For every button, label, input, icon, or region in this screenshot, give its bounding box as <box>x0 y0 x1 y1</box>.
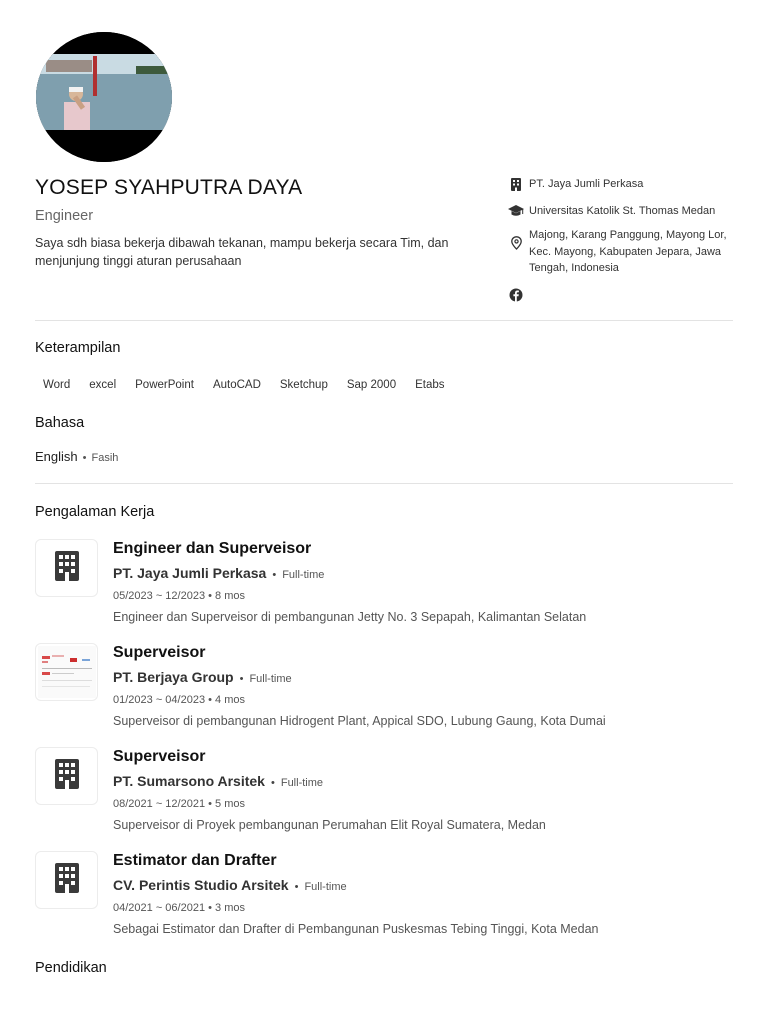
experience-item <box>35 643 735 739</box>
profile-name: YOSEP SYAHPUTRA DAYA <box>35 176 303 199</box>
building-icon <box>508 176 524 192</box>
job-title: Estimator dan Drafter <box>113 852 277 869</box>
job-dates: 05/2023 ~ 12/2023 • 8 mos <box>113 590 245 602</box>
experience-title: Pengalaman Kerja <box>35 504 155 520</box>
job-title: Engineer dan Superveisor <box>113 540 312 557</box>
job-description: Superveisor di pembangunan Hidrogent Plant, Appical SDO, Lubung Gaung, Kota Dumai <box>113 714 606 728</box>
job-type: Full-time <box>282 569 325 581</box>
job-company: PT. Sumarsono Arsitek <box>113 773 265 789</box>
skill-tag: Etabs <box>415 379 445 391</box>
job-dates: 01/2023 ~ 04/2023 • 4 mos <box>113 694 245 706</box>
job-dates: 08/2021 ~ 12/2021 • 5 mos <box>113 798 245 810</box>
job-description: Superveisor di Proyek pembangunan Perumahan Elit Royal Sumatera, Medan <box>113 818 546 832</box>
facebook-icon[interactable] <box>508 287 524 303</box>
language-separator: • <box>82 452 87 464</box>
building-icon <box>55 759 79 794</box>
company-logo <box>35 539 98 597</box>
job-separator: • <box>272 569 277 581</box>
skill-tag: AutoCAD <box>212 379 261 391</box>
skills-list <box>35 376 456 394</box>
contact-address <box>508 227 738 277</box>
job-company: CV. Perintis Studio Arsitek <box>113 877 289 893</box>
location-pin-icon <box>508 235 524 251</box>
job-company-line <box>113 877 347 893</box>
profile-avatar <box>36 32 172 162</box>
job-description: Sebagai Estimator dan Drafter di Pembangunan Puskesmas Tebing Tinggi, Kota Medan <box>113 922 599 936</box>
language-item <box>35 449 118 464</box>
divider <box>35 483 733 484</box>
job-type: Full-time <box>249 673 292 685</box>
job-company: PT. Jaya Jumli Perkasa <box>113 565 267 581</box>
job-company-line <box>113 773 323 789</box>
skill-tag: Sketchup <box>279 379 328 391</box>
graduation-cap-icon <box>508 203 524 219</box>
language-name: English <box>35 449 78 464</box>
job-separator: • <box>270 777 275 789</box>
skill-tag: PowerPoint <box>135 379 194 391</box>
job-dates: 04/2021 ~ 06/2021 • 3 mos <box>113 902 245 914</box>
job-type: Full-time <box>280 777 324 789</box>
company-logo-image <box>38 646 96 698</box>
contact-social <box>508 287 738 303</box>
contact-address-text: Majong, Karang Panggung, Mayong Lor, Kec. Mayong, Kabupaten Jepara, Jawa Tengah, Indonesia <box>529 229 727 274</box>
job-type: Full-time <box>304 881 347 893</box>
company-logo <box>35 643 98 701</box>
job-description: Engineer dan Superveisor di pembangunan Jetty No. 3 Sepapah, Kalimantan Selatan <box>113 610 587 624</box>
contact-school <box>508 203 738 220</box>
job-company-line <box>113 565 324 581</box>
skill-tag: excel <box>89 379 117 391</box>
divider <box>35 320 733 321</box>
skills-title: Keterampilan <box>35 340 121 356</box>
language-level: Fasih <box>91 452 119 464</box>
skill-tag: Word <box>43 379 71 391</box>
experience-item <box>35 539 735 635</box>
job-separator: • <box>294 881 299 893</box>
languages-title: Bahasa <box>35 415 85 431</box>
contact-school-text: Universitas Katolik St. Thomas Medan <box>529 204 716 217</box>
contact-company <box>508 176 738 193</box>
experience-item <box>35 851 735 947</box>
experience-item <box>35 747 735 843</box>
contact-company-text: PT. Jaya Jumli Perkasa <box>529 178 644 190</box>
job-company-line <box>113 669 292 685</box>
job-company: PT. Berjaya Group <box>113 669 234 685</box>
company-logo <box>35 747 98 805</box>
job-title: Superveisor <box>113 644 206 661</box>
building-icon <box>55 863 79 898</box>
skill-tag: Sap 2000 <box>346 379 397 391</box>
company-logo <box>35 851 98 909</box>
profile-headline: Engineer <box>35 208 94 224</box>
job-title: Superveisor <box>113 748 206 765</box>
building-icon <box>55 551 79 586</box>
contact-info <box>508 176 738 313</box>
profile-about: Saya sdh biasa bekerja dibawah tekanan, mampu bekerja secara Tim, dan menjunjung tinggi aturan perusahaan <box>35 236 449 268</box>
education-title: Pendidikan <box>35 960 107 976</box>
job-separator: • <box>239 673 244 685</box>
